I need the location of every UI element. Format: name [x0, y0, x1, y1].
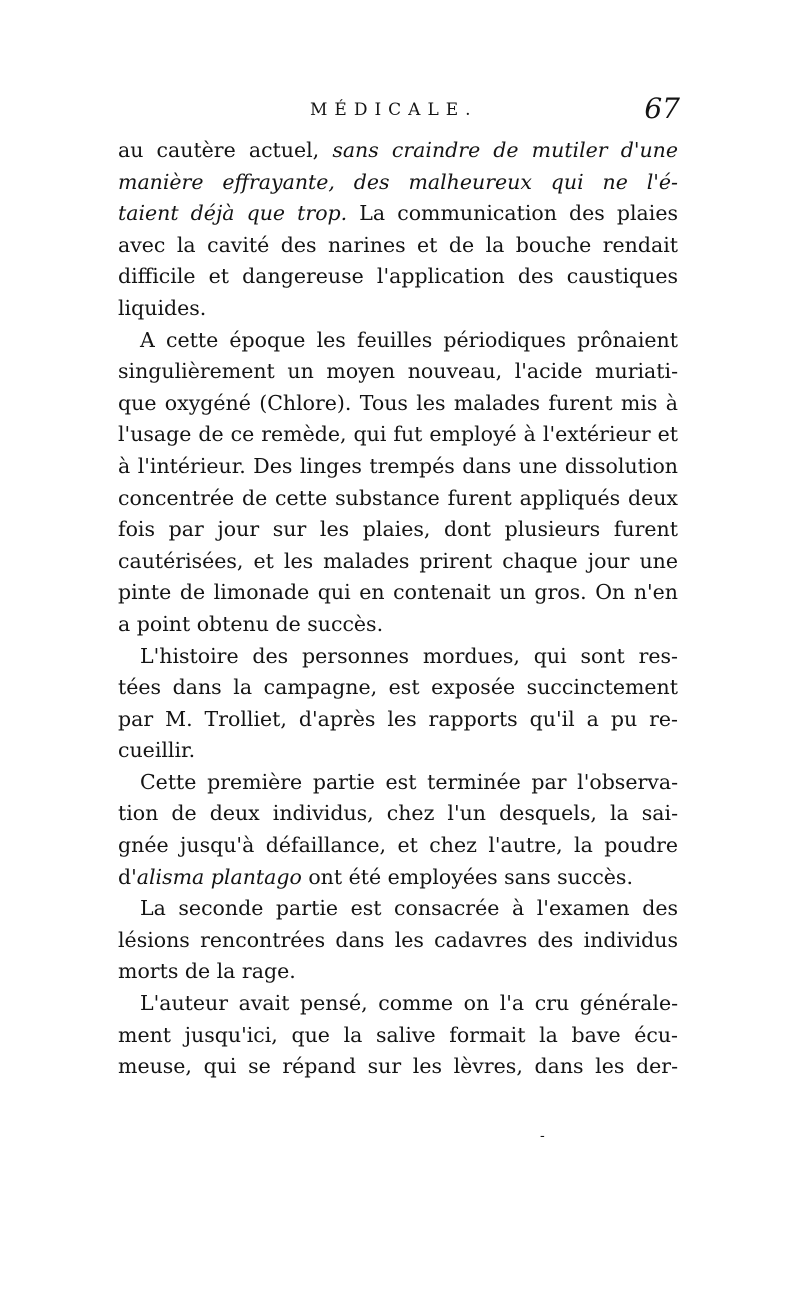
text-line: concentrée de cette substance furent appliqués deux [118, 485, 678, 510]
text-line: La seconde partie est consacrée à l'examen des [140, 896, 678, 921]
text-line [118, 135, 678, 167]
text-line: que oxygéné (Chlore). Tous les malades furent mis à [118, 390, 678, 415]
text-line: par M. Trolliet, d'après les rapports qu'il a pu re- [118, 706, 678, 731]
text-line: difficile et dangereuse l'application des caustiques [118, 264, 678, 289]
text-line: à l'intérieur. Des linges trempés dans une dissolution [118, 453, 678, 478]
running-head [115, 92, 680, 132]
text-line: l'usage de ce remède, qui fut employé à l'extérieur et [118, 422, 678, 447]
text-run: ont été employées sans succès. [301, 864, 633, 889]
text-line [118, 862, 678, 894]
text-line: tées dans la campagne, est exposée succinctement [118, 675, 678, 700]
italic-run: alisma plantago [136, 864, 302, 889]
text-line: gnée jusqu'à défaillance, et chez l'autre, la poudre [118, 833, 678, 858]
text-line [118, 198, 678, 230]
text-line: manière effrayante, des malheureux qui ne l'é- [118, 169, 678, 194]
text-line: Cette première partie est terminée par l'observa- [140, 769, 678, 794]
text-line: L'histoire des personnes mordues, qui sont res- [140, 643, 678, 668]
text-line: L'auteur avait pensé, comme on l'a cru générale- [140, 991, 678, 1016]
running-title: MÉDICALE. [310, 100, 478, 120]
text-line: lésions rencontrées dans les cadavres des individus [118, 927, 678, 952]
text-run: La communication des plaies [347, 201, 678, 226]
italic-run: taient déjà que trop. [118, 201, 348, 226]
text-line: liquides. [118, 295, 207, 320]
text-line: singulièrement un moyen nouveau, l'acide muriati- [118, 359, 678, 384]
text-line: a point obtenu de succès. [118, 611, 384, 636]
text-line: tion de deux individus, chez l'un desquels, la sai- [118, 801, 678, 826]
text-line: cautérisées, et les malades prirent chaque jour une [118, 548, 678, 573]
text-line: cueillir. [118, 738, 196, 763]
text-line: meuse, qui se répand sur les lèvres, dans les der- [118, 1054, 678, 1079]
italic-run: sans craindre de mutiler d'une [332, 138, 679, 162]
catchword: - [540, 1128, 545, 1144]
text-line: pinte de limonade qui en contenait un gros. On n'en [118, 580, 678, 605]
text-line: fois par jour sur les plaies, dont plusieurs furent [118, 517, 678, 542]
text-line: avec la cavité des narines et de la bouche rendait [118, 232, 678, 257]
body-text [118, 135, 678, 1083]
text-run: d' [118, 864, 137, 889]
text-line: morts de la rage. [118, 959, 296, 984]
page-number: 67 [644, 92, 680, 125]
text-run: au cautère actuel, [118, 138, 333, 162]
text-line: A cette époque les feuilles périodiques prônaient [140, 327, 678, 352]
text-line: ment jusqu'ici, que la salive formait la bave écu- [118, 1022, 678, 1047]
